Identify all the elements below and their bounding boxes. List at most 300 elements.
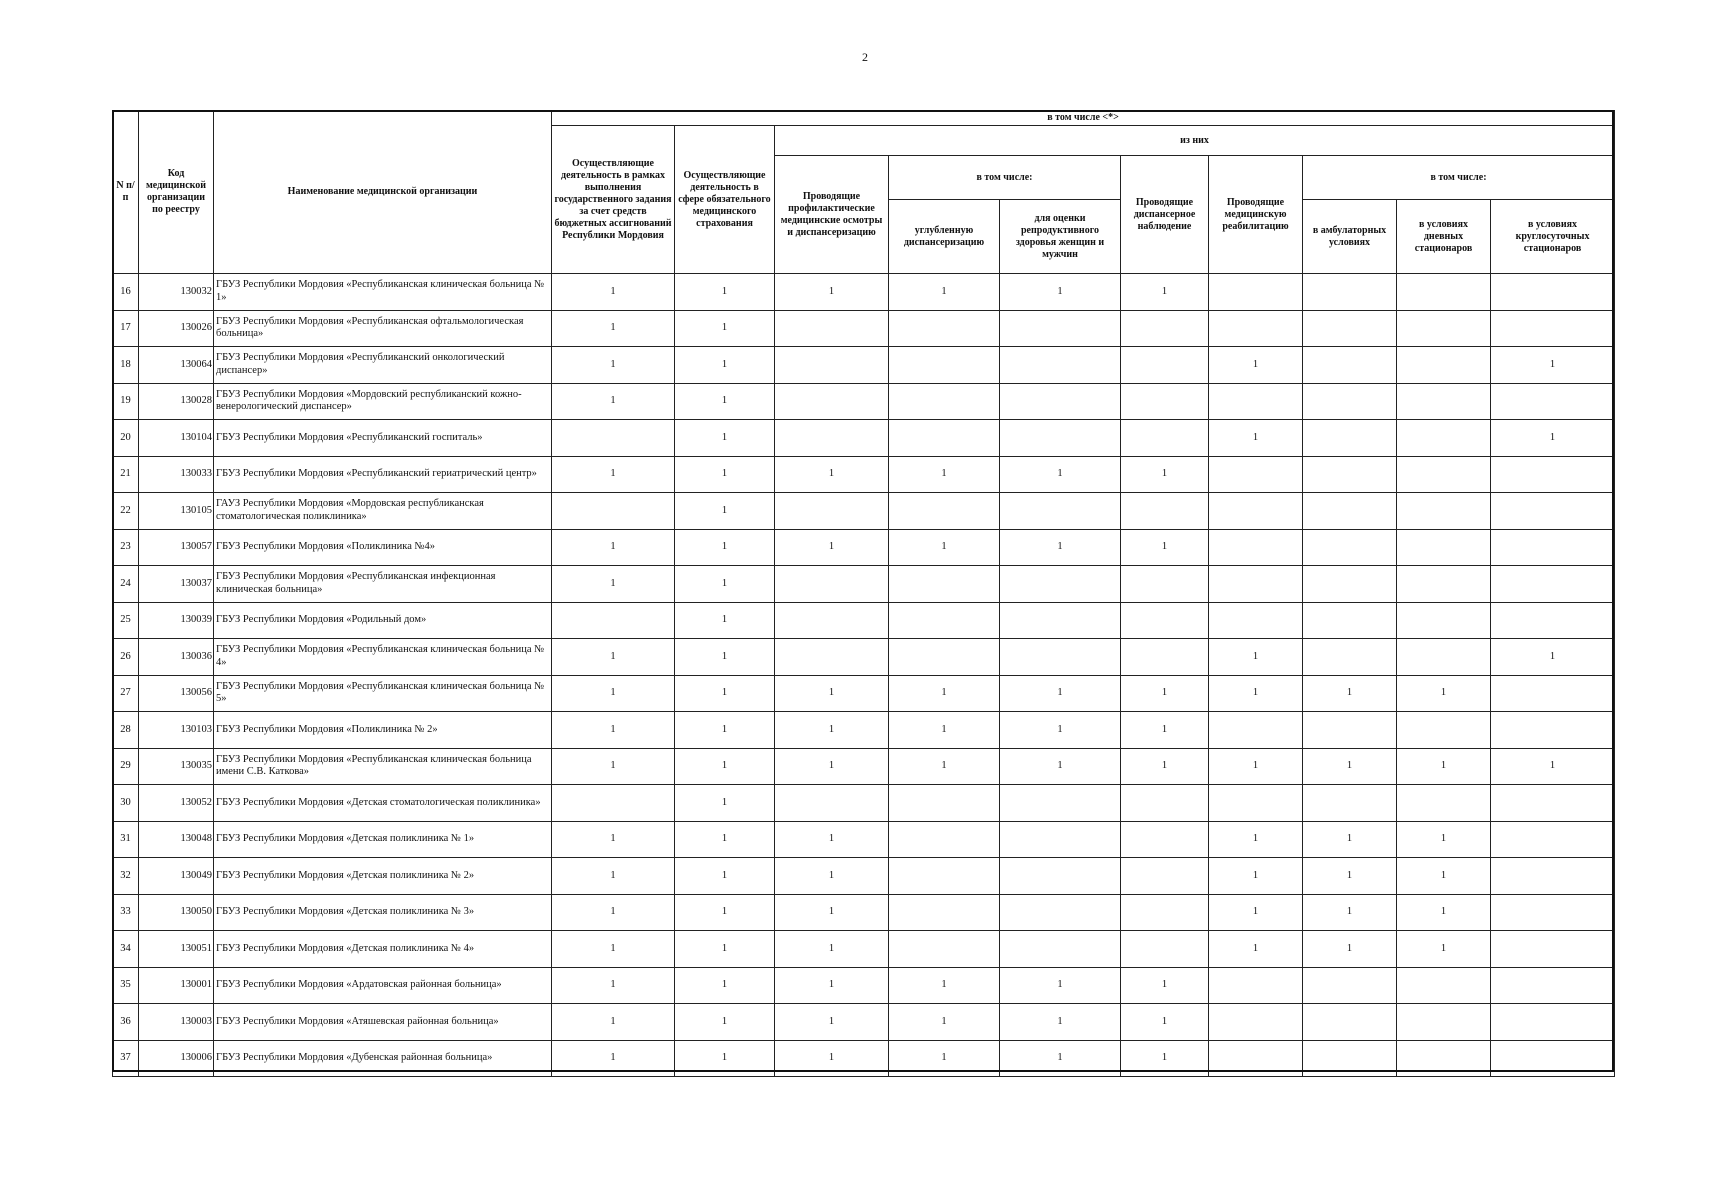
- mark-cell: [1491, 383, 1615, 420]
- mark-cell: 1: [775, 529, 889, 566]
- mark-cell: [1000, 785, 1121, 822]
- mark-cell: 1: [675, 712, 775, 749]
- org-name: ГБУЗ Республики Мордовия «Республиканская клиническая больница № 5»: [214, 675, 552, 712]
- row-number: 34: [113, 931, 139, 968]
- mark-cell: [889, 858, 1000, 895]
- mark-cell: 1: [1000, 1004, 1121, 1041]
- table-row: [113, 602, 1615, 639]
- mark-cell: 1: [1491, 639, 1615, 676]
- mark-cell: 1: [889, 274, 1000, 311]
- mark-cell: [1209, 1004, 1303, 1041]
- mark-cell: [1209, 602, 1303, 639]
- org-name: ГБУЗ Республики Мордовия «Поликлиника № 2»: [214, 712, 552, 749]
- mark-cell: [1121, 310, 1209, 347]
- mark-cell: [1491, 274, 1615, 311]
- org-name: ГБУЗ Республики Мордовия «Республиканская клиническая больница имени С.В. Каткова»: [214, 748, 552, 785]
- mark-cell: 1: [675, 383, 775, 420]
- table-row: [113, 675, 1615, 712]
- table-row: [113, 274, 1615, 311]
- row-number: 19: [113, 383, 139, 420]
- mark-cell: [1491, 1040, 1615, 1077]
- mark-cell: [1000, 566, 1121, 603]
- mark-cell: [1397, 456, 1491, 493]
- mark-cell: [1397, 1040, 1491, 1077]
- org-code: 130036: [139, 639, 214, 676]
- table-row: [113, 639, 1615, 676]
- header-prof: Проводящие профилактические медицинские осмотры и диспансеризацию: [775, 156, 889, 274]
- mark-cell: 1: [775, 821, 889, 858]
- mark-cell: [1397, 274, 1491, 311]
- mark-cell: 1: [1000, 1040, 1121, 1077]
- mark-cell: [775, 639, 889, 676]
- header-repro: для оценки репродуктивного здоровья женщин и мужчин: [1000, 200, 1121, 274]
- mark-cell: 1: [675, 785, 775, 822]
- mark-cell: 1: [675, 1040, 775, 1077]
- mark-cell: 1: [552, 675, 675, 712]
- mark-cell: [1121, 566, 1209, 603]
- row-number: 37: [113, 1040, 139, 1077]
- org-name: ГБУЗ Республики Мордовия «Детская поликлиника № 4»: [214, 931, 552, 968]
- mark-cell: 1: [1303, 675, 1397, 712]
- mark-cell: 1: [1121, 748, 1209, 785]
- row-number: 36: [113, 1004, 139, 1041]
- row-number: 24: [113, 566, 139, 603]
- mark-cell: [552, 602, 675, 639]
- mark-cell: [1121, 821, 1209, 858]
- org-name: ГБУЗ Республики Мордовия «Республиканская клиническая больница № 1»: [214, 274, 552, 311]
- mark-cell: [775, 383, 889, 420]
- mark-cell: 1: [552, 347, 675, 384]
- mark-cell: [1491, 602, 1615, 639]
- mark-cell: [889, 894, 1000, 931]
- table-row: [113, 748, 1615, 785]
- org-name: ГБУЗ Республики Мордовия «Детская поликлиника № 3»: [214, 894, 552, 931]
- mark-cell: [775, 347, 889, 384]
- header-code: Код медицинской организации по реестру: [139, 111, 214, 274]
- mark-cell: 1: [775, 858, 889, 895]
- mark-cell: [1209, 785, 1303, 822]
- mark-cell: [1000, 821, 1121, 858]
- header-of-them: из них: [775, 126, 1615, 156]
- mark-cell: [552, 420, 675, 457]
- mark-cell: 1: [1491, 347, 1615, 384]
- mark-cell: [1121, 493, 1209, 530]
- mark-cell: 1: [889, 529, 1000, 566]
- table-row: [113, 931, 1615, 968]
- header-round: в условиях круглосуточных стационаров: [1491, 200, 1615, 274]
- mark-cell: 1: [675, 456, 775, 493]
- mark-cell: 1: [552, 748, 675, 785]
- mark-cell: [1209, 310, 1303, 347]
- mark-cell: [1491, 456, 1615, 493]
- mark-cell: 1: [1000, 456, 1121, 493]
- header-deep: углубленную диспансеризацию: [889, 200, 1000, 274]
- mark-cell: 1: [1000, 529, 1121, 566]
- mark-cell: 1: [1303, 748, 1397, 785]
- mark-cell: 1: [775, 1040, 889, 1077]
- mark-cell: [1000, 858, 1121, 895]
- row-number: 25: [113, 602, 139, 639]
- mark-cell: [1209, 566, 1303, 603]
- mark-cell: [1491, 785, 1615, 822]
- mark-cell: 1: [889, 675, 1000, 712]
- mark-cell: [1303, 1004, 1397, 1041]
- mark-cell: 1: [775, 712, 889, 749]
- mark-cell: [1491, 310, 1615, 347]
- row-number: 17: [113, 310, 139, 347]
- mark-cell: 1: [1303, 821, 1397, 858]
- mark-cell: 1: [1303, 894, 1397, 931]
- row-number: 26: [113, 639, 139, 676]
- row-number: 22: [113, 493, 139, 530]
- mark-cell: [1209, 274, 1303, 311]
- mark-cell: 1: [1209, 347, 1303, 384]
- mark-cell: 1: [1000, 712, 1121, 749]
- mark-cell: 1: [552, 712, 675, 749]
- row-number: 27: [113, 675, 139, 712]
- mark-cell: 1: [675, 566, 775, 603]
- mark-cell: [889, 931, 1000, 968]
- table-row: [113, 785, 1615, 822]
- org-name: ГАУЗ Республики Мордовия «Мордовская республиканская стоматологическая поликлиника»: [214, 493, 552, 530]
- org-name: ГБУЗ Республики Мордовия «Детская стоматологическая поликлиника»: [214, 785, 552, 822]
- mark-cell: [775, 785, 889, 822]
- table-row: [113, 456, 1615, 493]
- mark-cell: 1: [552, 566, 675, 603]
- header-budget: Осуществляющие деятельность в рамках выполнения государственного задания за счет средств бюджетных ассигнований Республики Мордовия: [552, 126, 675, 274]
- org-name: ГБУЗ Республики Мордовия «Республиканский гериатрический центр»: [214, 456, 552, 493]
- mark-cell: [1397, 566, 1491, 603]
- mark-cell: 1: [1303, 858, 1397, 895]
- mark-cell: 1: [775, 748, 889, 785]
- mark-cell: 1: [1121, 1004, 1209, 1041]
- mark-cell: [1491, 529, 1615, 566]
- mark-cell: [775, 602, 889, 639]
- header-incl-1: в том числе:: [889, 156, 1121, 200]
- org-code: 130064: [139, 347, 214, 384]
- mark-cell: 1: [675, 493, 775, 530]
- mark-cell: [889, 420, 1000, 457]
- header-num: N п/п: [113, 111, 139, 274]
- header-rehab: Проводящие медицинскую реабилитацию: [1209, 156, 1303, 274]
- mark-cell: [1303, 456, 1397, 493]
- mark-cell: [1303, 785, 1397, 822]
- table-row: [113, 310, 1615, 347]
- org-code: 130049: [139, 858, 214, 895]
- mark-cell: 1: [675, 931, 775, 968]
- mark-cell: [889, 821, 1000, 858]
- mark-cell: [1303, 493, 1397, 530]
- mark-cell: [1397, 1004, 1491, 1041]
- table-row: [113, 1004, 1615, 1041]
- mark-cell: [1491, 493, 1615, 530]
- mark-cell: [1000, 894, 1121, 931]
- mark-cell: 1: [1000, 675, 1121, 712]
- mark-cell: [1397, 967, 1491, 1004]
- table-row: [113, 967, 1615, 1004]
- org-code: 130050: [139, 894, 214, 931]
- org-name: ГБУЗ Республики Мордовия «Республиканская инфекционная клиническая больница»: [214, 566, 552, 603]
- mark-cell: 1: [675, 894, 775, 931]
- table-row: [113, 529, 1615, 566]
- mark-cell: 1: [675, 529, 775, 566]
- mark-cell: [1121, 639, 1209, 676]
- mark-cell: [1491, 675, 1615, 712]
- row-number: 35: [113, 967, 139, 1004]
- org-code: 130048: [139, 821, 214, 858]
- org-name: ГБУЗ Республики Мордовия «Родильный дом»: [214, 602, 552, 639]
- mark-cell: [889, 602, 1000, 639]
- mark-cell: [1491, 566, 1615, 603]
- table-row: [113, 347, 1615, 384]
- org-code: 130056: [139, 675, 214, 712]
- table-row: [113, 894, 1615, 931]
- organizations-table: [112, 110, 1615, 1077]
- org-name: ГБУЗ Республики Мордовия «Республиканский онкологический диспансер»: [214, 347, 552, 384]
- org-code: 130003: [139, 1004, 214, 1041]
- org-code: 130026: [139, 310, 214, 347]
- mark-cell: 1: [675, 1004, 775, 1041]
- org-code: 130037: [139, 566, 214, 603]
- row-number: 32: [113, 858, 139, 895]
- mark-cell: [775, 566, 889, 603]
- mark-cell: [1491, 931, 1615, 968]
- mark-cell: 1: [552, 456, 675, 493]
- mark-cell: [1491, 821, 1615, 858]
- mark-cell: 1: [1121, 274, 1209, 311]
- mark-cell: 1: [1491, 748, 1615, 785]
- mark-cell: 1: [1209, 894, 1303, 931]
- row-number: 28: [113, 712, 139, 749]
- row-number: 20: [113, 420, 139, 457]
- mark-cell: [1000, 639, 1121, 676]
- mark-cell: [1303, 310, 1397, 347]
- mark-cell: 1: [1121, 675, 1209, 712]
- mark-cell: [1000, 310, 1121, 347]
- mark-cell: 1: [775, 894, 889, 931]
- mark-cell: [1397, 420, 1491, 457]
- mark-cell: 1: [552, 967, 675, 1004]
- mark-cell: [775, 420, 889, 457]
- mark-cell: [1397, 383, 1491, 420]
- mark-cell: [1303, 602, 1397, 639]
- mark-cell: [552, 785, 675, 822]
- org-name: ГБУЗ Республики Мордовия «Атяшевская районная больница»: [214, 1004, 552, 1041]
- mark-cell: [889, 347, 1000, 384]
- mark-cell: 1: [552, 931, 675, 968]
- mark-cell: 1: [675, 274, 775, 311]
- mark-cell: [1303, 529, 1397, 566]
- table-row: [113, 712, 1615, 749]
- mark-cell: 1: [675, 967, 775, 1004]
- mark-cell: 1: [889, 748, 1000, 785]
- mark-cell: [1000, 602, 1121, 639]
- mark-cell: [1303, 274, 1397, 311]
- org-code: 130057: [139, 529, 214, 566]
- mark-cell: 1: [1397, 821, 1491, 858]
- mark-cell: [1000, 493, 1121, 530]
- header-incl-2: в том числе:: [1303, 156, 1615, 200]
- mark-cell: 1: [775, 1004, 889, 1041]
- mark-cell: 1: [675, 347, 775, 384]
- mark-cell: 1: [889, 456, 1000, 493]
- row-number: 23: [113, 529, 139, 566]
- mark-cell: 1: [1397, 858, 1491, 895]
- org-code: 130104: [139, 420, 214, 457]
- mark-cell: 1: [675, 821, 775, 858]
- row-number: 30: [113, 785, 139, 822]
- org-name: ГБУЗ Республики Мордовия «Республиканская офтальмологическая больница»: [214, 310, 552, 347]
- mark-cell: 1: [1209, 675, 1303, 712]
- mark-cell: 1: [1121, 712, 1209, 749]
- mark-cell: 1: [675, 602, 775, 639]
- mark-cell: 1: [1397, 931, 1491, 968]
- org-name: ГБУЗ Республики Мордовия «Дубенская районная больница»: [214, 1040, 552, 1077]
- mark-cell: [1000, 420, 1121, 457]
- org-code: 130032: [139, 274, 214, 311]
- mark-cell: [1121, 347, 1209, 384]
- mark-cell: [1491, 1004, 1615, 1041]
- mark-cell: 1: [889, 712, 1000, 749]
- mark-cell: [889, 566, 1000, 603]
- mark-cell: 1: [889, 967, 1000, 1004]
- mark-cell: [1491, 967, 1615, 1004]
- header-oms: Осуществляющие деятельность в сфере обязательного медицинского страхования: [675, 126, 775, 274]
- mark-cell: 1: [675, 748, 775, 785]
- mark-cell: [889, 310, 1000, 347]
- mark-cell: 1: [1491, 420, 1615, 457]
- org-name: ГБУЗ Республики Мордовия «Детская поликлиника № 1»: [214, 821, 552, 858]
- mark-cell: [1397, 347, 1491, 384]
- mark-cell: [552, 493, 675, 530]
- org-code: 130051: [139, 931, 214, 968]
- mark-cell: 1: [1209, 931, 1303, 968]
- org-name: ГБУЗ Республики Мордовия «Республиканская клиническая больница № 4»: [214, 639, 552, 676]
- mark-cell: 1: [1121, 967, 1209, 1004]
- mark-cell: 1: [1209, 639, 1303, 676]
- mark-cell: [1121, 602, 1209, 639]
- mark-cell: [1000, 383, 1121, 420]
- mark-cell: [1397, 493, 1491, 530]
- header-in-total: в том числе <*>: [552, 111, 1615, 126]
- mark-cell: [1209, 967, 1303, 1004]
- mark-cell: 1: [1121, 456, 1209, 493]
- row-number: 16: [113, 274, 139, 311]
- mark-cell: [1121, 894, 1209, 931]
- org-code: 130035: [139, 748, 214, 785]
- org-code: 130006: [139, 1040, 214, 1077]
- mark-cell: 1: [1303, 931, 1397, 968]
- row-number: 31: [113, 821, 139, 858]
- row-number: 33: [113, 894, 139, 931]
- mark-cell: [1303, 639, 1397, 676]
- org-name: ГБУЗ Республики Мордовия «Поликлиника №4»: [214, 529, 552, 566]
- mark-cell: 1: [552, 383, 675, 420]
- mark-cell: 1: [1121, 529, 1209, 566]
- org-name: ГБУЗ Республики Мордовия «Республиканский госпиталь»: [214, 420, 552, 457]
- mark-cell: [1303, 347, 1397, 384]
- mark-cell: 1: [675, 858, 775, 895]
- mark-cell: [1000, 347, 1121, 384]
- mark-cell: 1: [552, 858, 675, 895]
- mark-cell: 1: [889, 1004, 1000, 1041]
- mark-cell: 1: [1000, 274, 1121, 311]
- mark-cell: 1: [1000, 967, 1121, 1004]
- row-number: 29: [113, 748, 139, 785]
- mark-cell: [1209, 493, 1303, 530]
- mark-cell: [1397, 639, 1491, 676]
- mark-cell: 1: [552, 310, 675, 347]
- mark-cell: [1209, 456, 1303, 493]
- mark-cell: [1397, 529, 1491, 566]
- mark-cell: 1: [775, 931, 889, 968]
- mark-cell: [1121, 931, 1209, 968]
- row-number: 21: [113, 456, 139, 493]
- header-amb: в амбулаторных условиях: [1303, 200, 1397, 274]
- mark-cell: 1: [552, 639, 675, 676]
- org-code: 130039: [139, 602, 214, 639]
- org-code: 130052: [139, 785, 214, 822]
- org-code: 130033: [139, 456, 214, 493]
- mark-cell: [889, 383, 1000, 420]
- mark-cell: [1000, 931, 1121, 968]
- mark-cell: [1491, 858, 1615, 895]
- mark-cell: [1397, 712, 1491, 749]
- header-disp: Проводящие диспансерное наблюдение: [1121, 156, 1209, 274]
- table-row: [113, 493, 1615, 530]
- mark-cell: 1: [1121, 1040, 1209, 1077]
- mark-cell: 1: [552, 529, 675, 566]
- table-row: [113, 566, 1615, 603]
- mark-cell: [1121, 383, 1209, 420]
- mark-cell: [1121, 858, 1209, 895]
- mark-cell: [1303, 712, 1397, 749]
- table-row: [113, 858, 1615, 895]
- mark-cell: 1: [552, 821, 675, 858]
- mark-cell: [889, 493, 1000, 530]
- table-row: [113, 821, 1615, 858]
- mark-cell: 1: [552, 1040, 675, 1077]
- mark-cell: 1: [552, 1004, 675, 1041]
- org-code: 130103: [139, 712, 214, 749]
- mark-cell: [1209, 529, 1303, 566]
- table-row: [113, 383, 1615, 420]
- mark-cell: 1: [675, 310, 775, 347]
- org-name: ГБУЗ Республики Мордовия «Ардатовская районная больница»: [214, 967, 552, 1004]
- mark-cell: [1491, 894, 1615, 931]
- mark-cell: 1: [675, 639, 775, 676]
- org-code: 130105: [139, 493, 214, 530]
- org-name: ГБУЗ Республики Мордовия «Детская поликлиника № 2»: [214, 858, 552, 895]
- mark-cell: 1: [1397, 675, 1491, 712]
- mark-cell: [1209, 712, 1303, 749]
- mark-cell: 1: [1209, 748, 1303, 785]
- mark-cell: 1: [1397, 748, 1491, 785]
- mark-cell: 1: [1209, 858, 1303, 895]
- mark-cell: [889, 785, 1000, 822]
- header-day: в условиях дневных стационаров: [1397, 200, 1491, 274]
- mark-cell: [775, 493, 889, 530]
- org-code: 130001: [139, 967, 214, 1004]
- mark-cell: 1: [775, 675, 889, 712]
- mark-cell: 1: [552, 894, 675, 931]
- mark-cell: [1303, 1040, 1397, 1077]
- mark-cell: [1121, 785, 1209, 822]
- mark-cell: 1: [675, 420, 775, 457]
- mark-cell: [1303, 420, 1397, 457]
- mark-cell: [1397, 310, 1491, 347]
- mark-cell: 1: [675, 675, 775, 712]
